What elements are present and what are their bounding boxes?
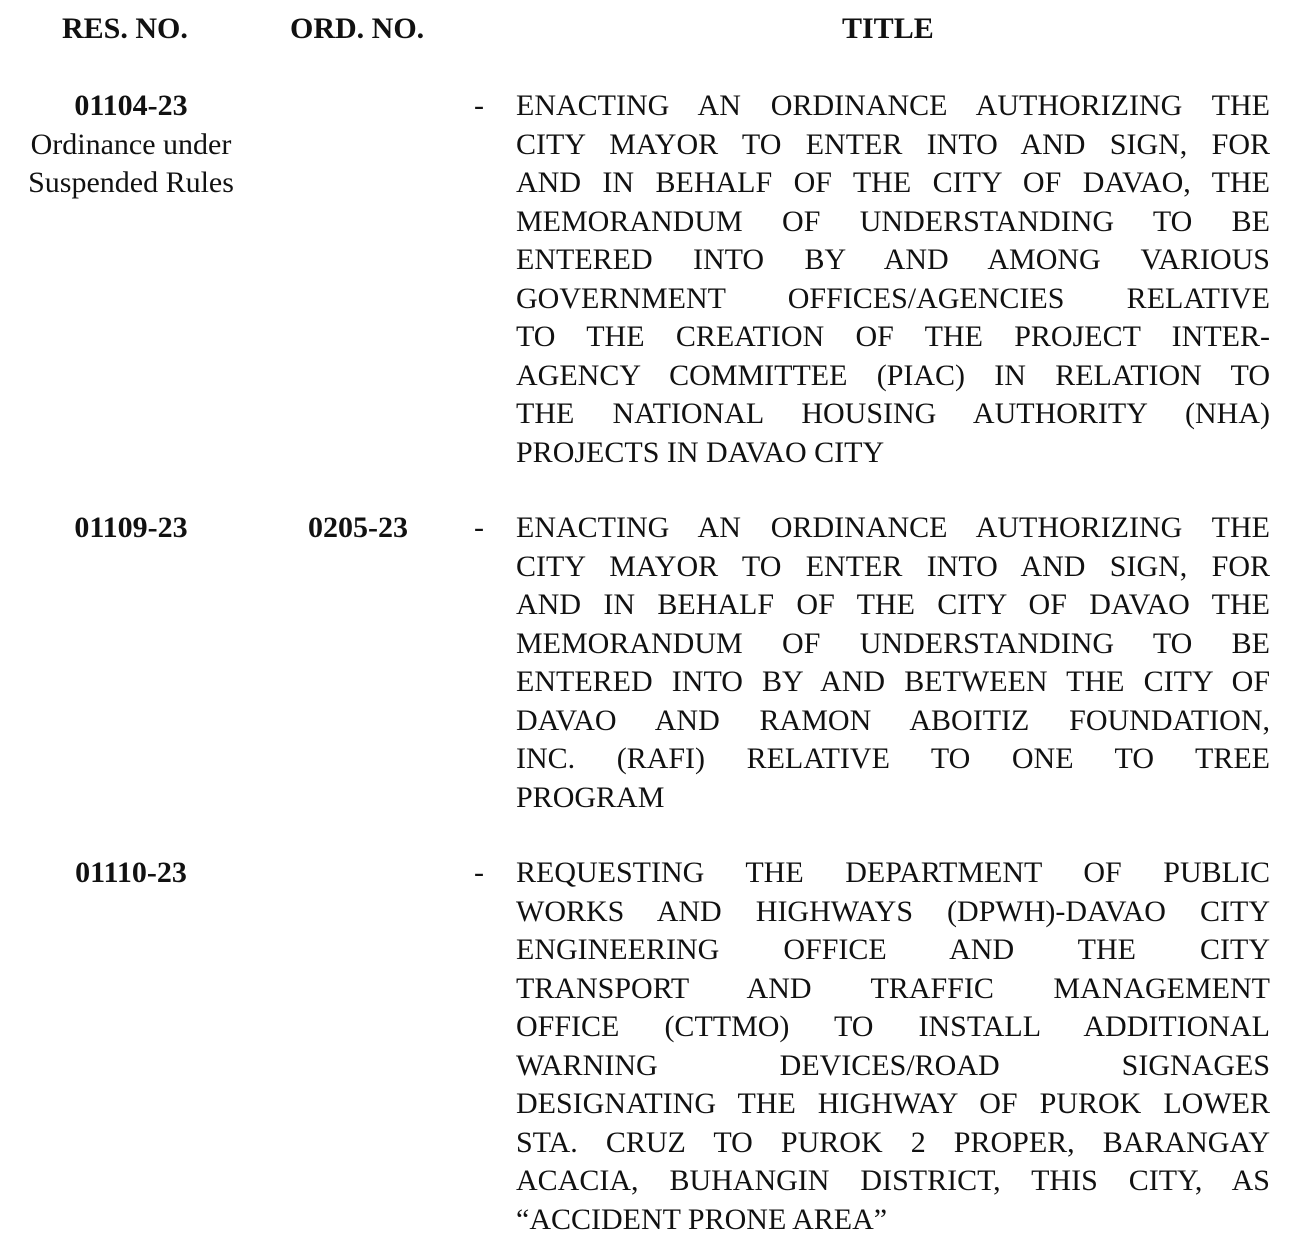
title-line: MEMORANDUM OF UNDERSTANDING TO BE xyxy=(516,626,1270,660)
title-line: AND IN BEHALF OF THE CITY OF DAVAO, THE xyxy=(516,166,1270,199)
title-line: WORKS AND HIGHWAYS (DPWH)-DAVAO CITY xyxy=(516,894,1270,928)
title-line: CITY MAYOR TO ENTER INTO AND SIGN, FOR xyxy=(516,549,1270,583)
title-line: ENGINEERING OFFICE AND THE CITY xyxy=(516,933,1270,966)
title-line: ENTERED INTO BY AND BETWEEN THE CITY OF xyxy=(516,665,1270,698)
title-line: DESIGNATING THE HIGHWAY OF PUROK LOWER xyxy=(516,1087,1270,1120)
res-column xyxy=(0,87,262,203)
res-number: 01104-23 xyxy=(74,89,188,122)
title-line: AND IN BEHALF OF THE CITY OF DAVAO THE xyxy=(516,588,1270,621)
res-number: 01110-23 xyxy=(75,856,187,889)
header-title: TITLE xyxy=(842,12,934,45)
title-line: “ACCIDENT PRONE AREA” xyxy=(516,1202,888,1236)
resolution-title xyxy=(516,87,1270,472)
title-line: WARNING DEVICES/ROAD SIGNAGES xyxy=(516,1048,1270,1082)
res-number: 01109-23 xyxy=(74,511,188,544)
title-line: CITY MAYOR TO ENTER INTO AND SIGN, FOR xyxy=(516,127,1270,161)
res-note-line: Suspended Rules xyxy=(28,166,234,199)
title-line: ENACTING AN ORDINANCE AUTHORIZING THE xyxy=(516,89,1270,122)
title-line: DAVAO AND RAMON ABOITIZ FOUNDATION, xyxy=(516,703,1270,737)
title-line: MEMORANDUM OF UNDERSTANDING TO BE xyxy=(516,204,1270,238)
title-line: INC. (RAFI) RELATIVE TO ONE TO TREE xyxy=(516,742,1270,775)
res-note-line: Ordinance under xyxy=(30,127,232,161)
resolution-title xyxy=(516,854,1270,1239)
res-column xyxy=(0,854,262,893)
title-line: TRANSPORT AND TRAFFIC MANAGEMENT xyxy=(516,971,1270,1005)
header-ord-no: ORD. NO. xyxy=(290,12,425,45)
resolution-title xyxy=(516,509,1270,817)
title-line: OFFICE (CTTMO) TO INSTALL ADDITIONAL xyxy=(516,1010,1270,1043)
separator-dash: - xyxy=(474,856,484,889)
title-line: TO THE CREATION OF THE PROJECT INTER- xyxy=(516,320,1270,353)
title-line: THE NATIONAL HOUSING AUTHORITY (NHA) xyxy=(516,397,1270,430)
title-line: AGENCY COMMITTEE (PIAC) IN RELATION TO xyxy=(516,358,1270,392)
separator-dash: - xyxy=(474,511,484,544)
title-line: ACACIA, BUHANGIN DISTRICT, THIS CITY, AS xyxy=(516,1164,1270,1197)
separator-dash: - xyxy=(474,89,484,122)
title-line: REQUESTING THE DEPARTMENT OF PUBLIC xyxy=(516,856,1270,889)
title-line: PROJECTS IN DAVAO CITY xyxy=(516,435,885,469)
title-line: PROGRAM xyxy=(516,780,665,814)
title-line: ENTERED INTO BY AND AMONG VARIOUS xyxy=(516,243,1270,276)
res-column xyxy=(0,509,262,548)
title-line: STA. CRUZ TO PUROK 2 PROPER, BARANGAY xyxy=(516,1125,1270,1159)
title-line: GOVERNMENT OFFICES/AGENCIES RELATIVE xyxy=(516,281,1270,315)
header-res-no: RES. NO. xyxy=(62,12,188,45)
ord-number: 0205-23 xyxy=(308,511,408,544)
title-line: ENACTING AN ORDINANCE AUTHORIZING THE xyxy=(516,511,1270,544)
